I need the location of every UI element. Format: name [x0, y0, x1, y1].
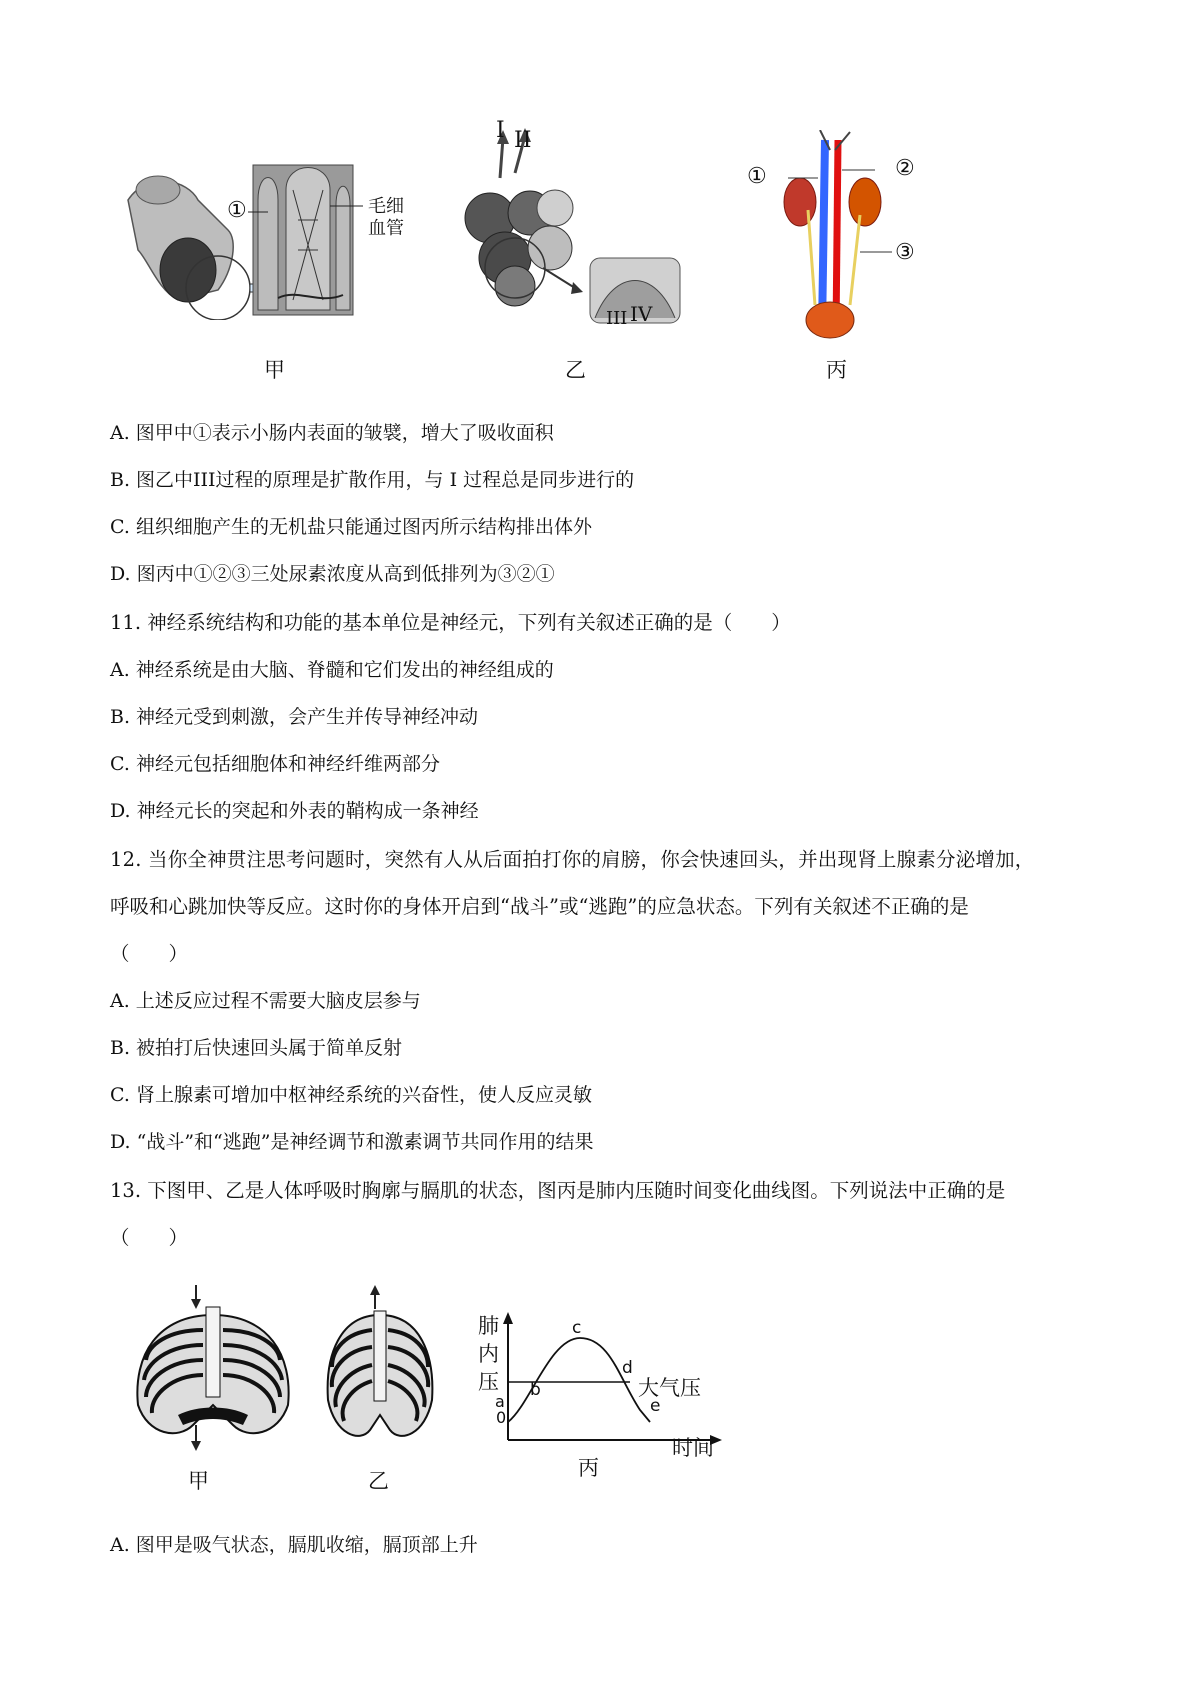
yi-label-IV: IV [630, 302, 653, 326]
q13-option-a: A. 图甲是吸气状态，膈肌收缩，膈顶部上升 [110, 1534, 478, 1556]
q11-option-c: C. 神经元包括细胞体和神经纤维两部分 [110, 753, 440, 775]
bing-label-3: ③ [895, 240, 915, 265]
caption-thorax-yi: 乙 [368, 1469, 389, 1493]
caption-jia-top: 甲 [264, 358, 285, 382]
pressure-point-e: e [650, 1396, 661, 1416]
yi-label-I: I [496, 118, 505, 143]
jia-label-1: ① [227, 198, 247, 223]
yi-label-II: II [514, 128, 532, 153]
q10-option-a: A. 图甲中①表示小肠内表面的皱襞，增大了吸收面积 [110, 422, 554, 444]
figure-jia-intestine [118, 160, 418, 320]
q12-stem-line1: 12. 当你全神贯注思考问题时，突然有人从后面拍打你的肩膀，你会快速回头，并出现肾上腺素分泌增加， [110, 848, 1035, 871]
q11-option-b: B. 神经元受到刺激，会产生并传导神经冲动 [110, 706, 479, 728]
q12-option-a: A. 上述反应过程不需要大脑皮层参与 [110, 990, 421, 1012]
caption-bing-top: 丙 [826, 358, 847, 382]
figure-yi-alveoli [455, 118, 685, 328]
caption-thorax-jia: 甲 [188, 1469, 209, 1493]
pressure-point-c: c [572, 1318, 582, 1338]
pressure-point-d: d [622, 1358, 633, 1378]
caption-pressure-bing: 丙 [578, 1456, 599, 1480]
pressure-origin: 0 [496, 1408, 507, 1427]
pressure-y-label-3: 压 [478, 1370, 499, 1394]
caption-yi-top: 乙 [565, 358, 586, 382]
q11-stem: 11. 神经系统结构和功能的基本单位是神经元，下列有关叙述正确的是（ ） [110, 611, 791, 634]
q13-stem-line1: 13. 下图甲、乙是人体呼吸时胸廓与膈肌的状态，图丙是肺内压随时间变化曲线图。下列说法中正确的是 [110, 1179, 1006, 1202]
q11-option-a: A. 神经系统是由大脑、脊髓和它们发出的神经组成的 [110, 659, 554, 681]
q12-option-c: C. 肾上腺素可增加中枢神经系统的兴奋性，使人反应灵敏 [110, 1084, 592, 1106]
q12-option-b: B. 被拍打后快速回头属于简单反射 [110, 1037, 403, 1059]
yi-label-III: III [606, 308, 628, 329]
pressure-y-label-2: 内 [478, 1342, 499, 1366]
atmos-pressure-label: 大气压 [638, 1376, 701, 1400]
q10-option-b: B. 图乙中III过程的原理是扩散作用，与 I 过程总是同步进行的 [110, 469, 635, 491]
q12-option-d: D. “战斗”和“逃跑”是神经调节和激素调节共同作用的结果 [110, 1131, 594, 1153]
q12-stem-line2: 呼吸和心跳加快等反应。这时你的身体开启到“战斗”或“逃跑”的应急状态。下列有关叙述不正确的是 [110, 895, 969, 918]
pressure-y-label-1: 肺 [478, 1314, 499, 1338]
bing-label-1: ① [747, 164, 767, 189]
q13-stem-line2: （ ） [110, 1226, 189, 1249]
pressure-point-a: a [495, 1392, 505, 1411]
bing-label-2: ② [895, 156, 915, 181]
q10-option-d: D. 图丙中①②③三处尿素浓度从高到低排列为③②① [110, 563, 555, 585]
time-axis-label: 时间 [672, 1436, 714, 1460]
q10-option-c: C. 组织细胞产生的无机盐只能通过图丙所示结构排出体外 [110, 516, 592, 538]
figure-thorax-jia [128, 1285, 298, 1455]
figure-thorax-yi [320, 1285, 450, 1455]
pressure-point-b: b [530, 1380, 541, 1400]
q12-stem-line3: （ ） [110, 942, 189, 965]
jia-capillary-label-2: 血管 [368, 218, 404, 239]
jia-capillary-label-1: 毛细 [368, 196, 404, 217]
q11-option-d: D. 神经元长的突起和外表的鞘构成一条神经 [110, 800, 479, 822]
